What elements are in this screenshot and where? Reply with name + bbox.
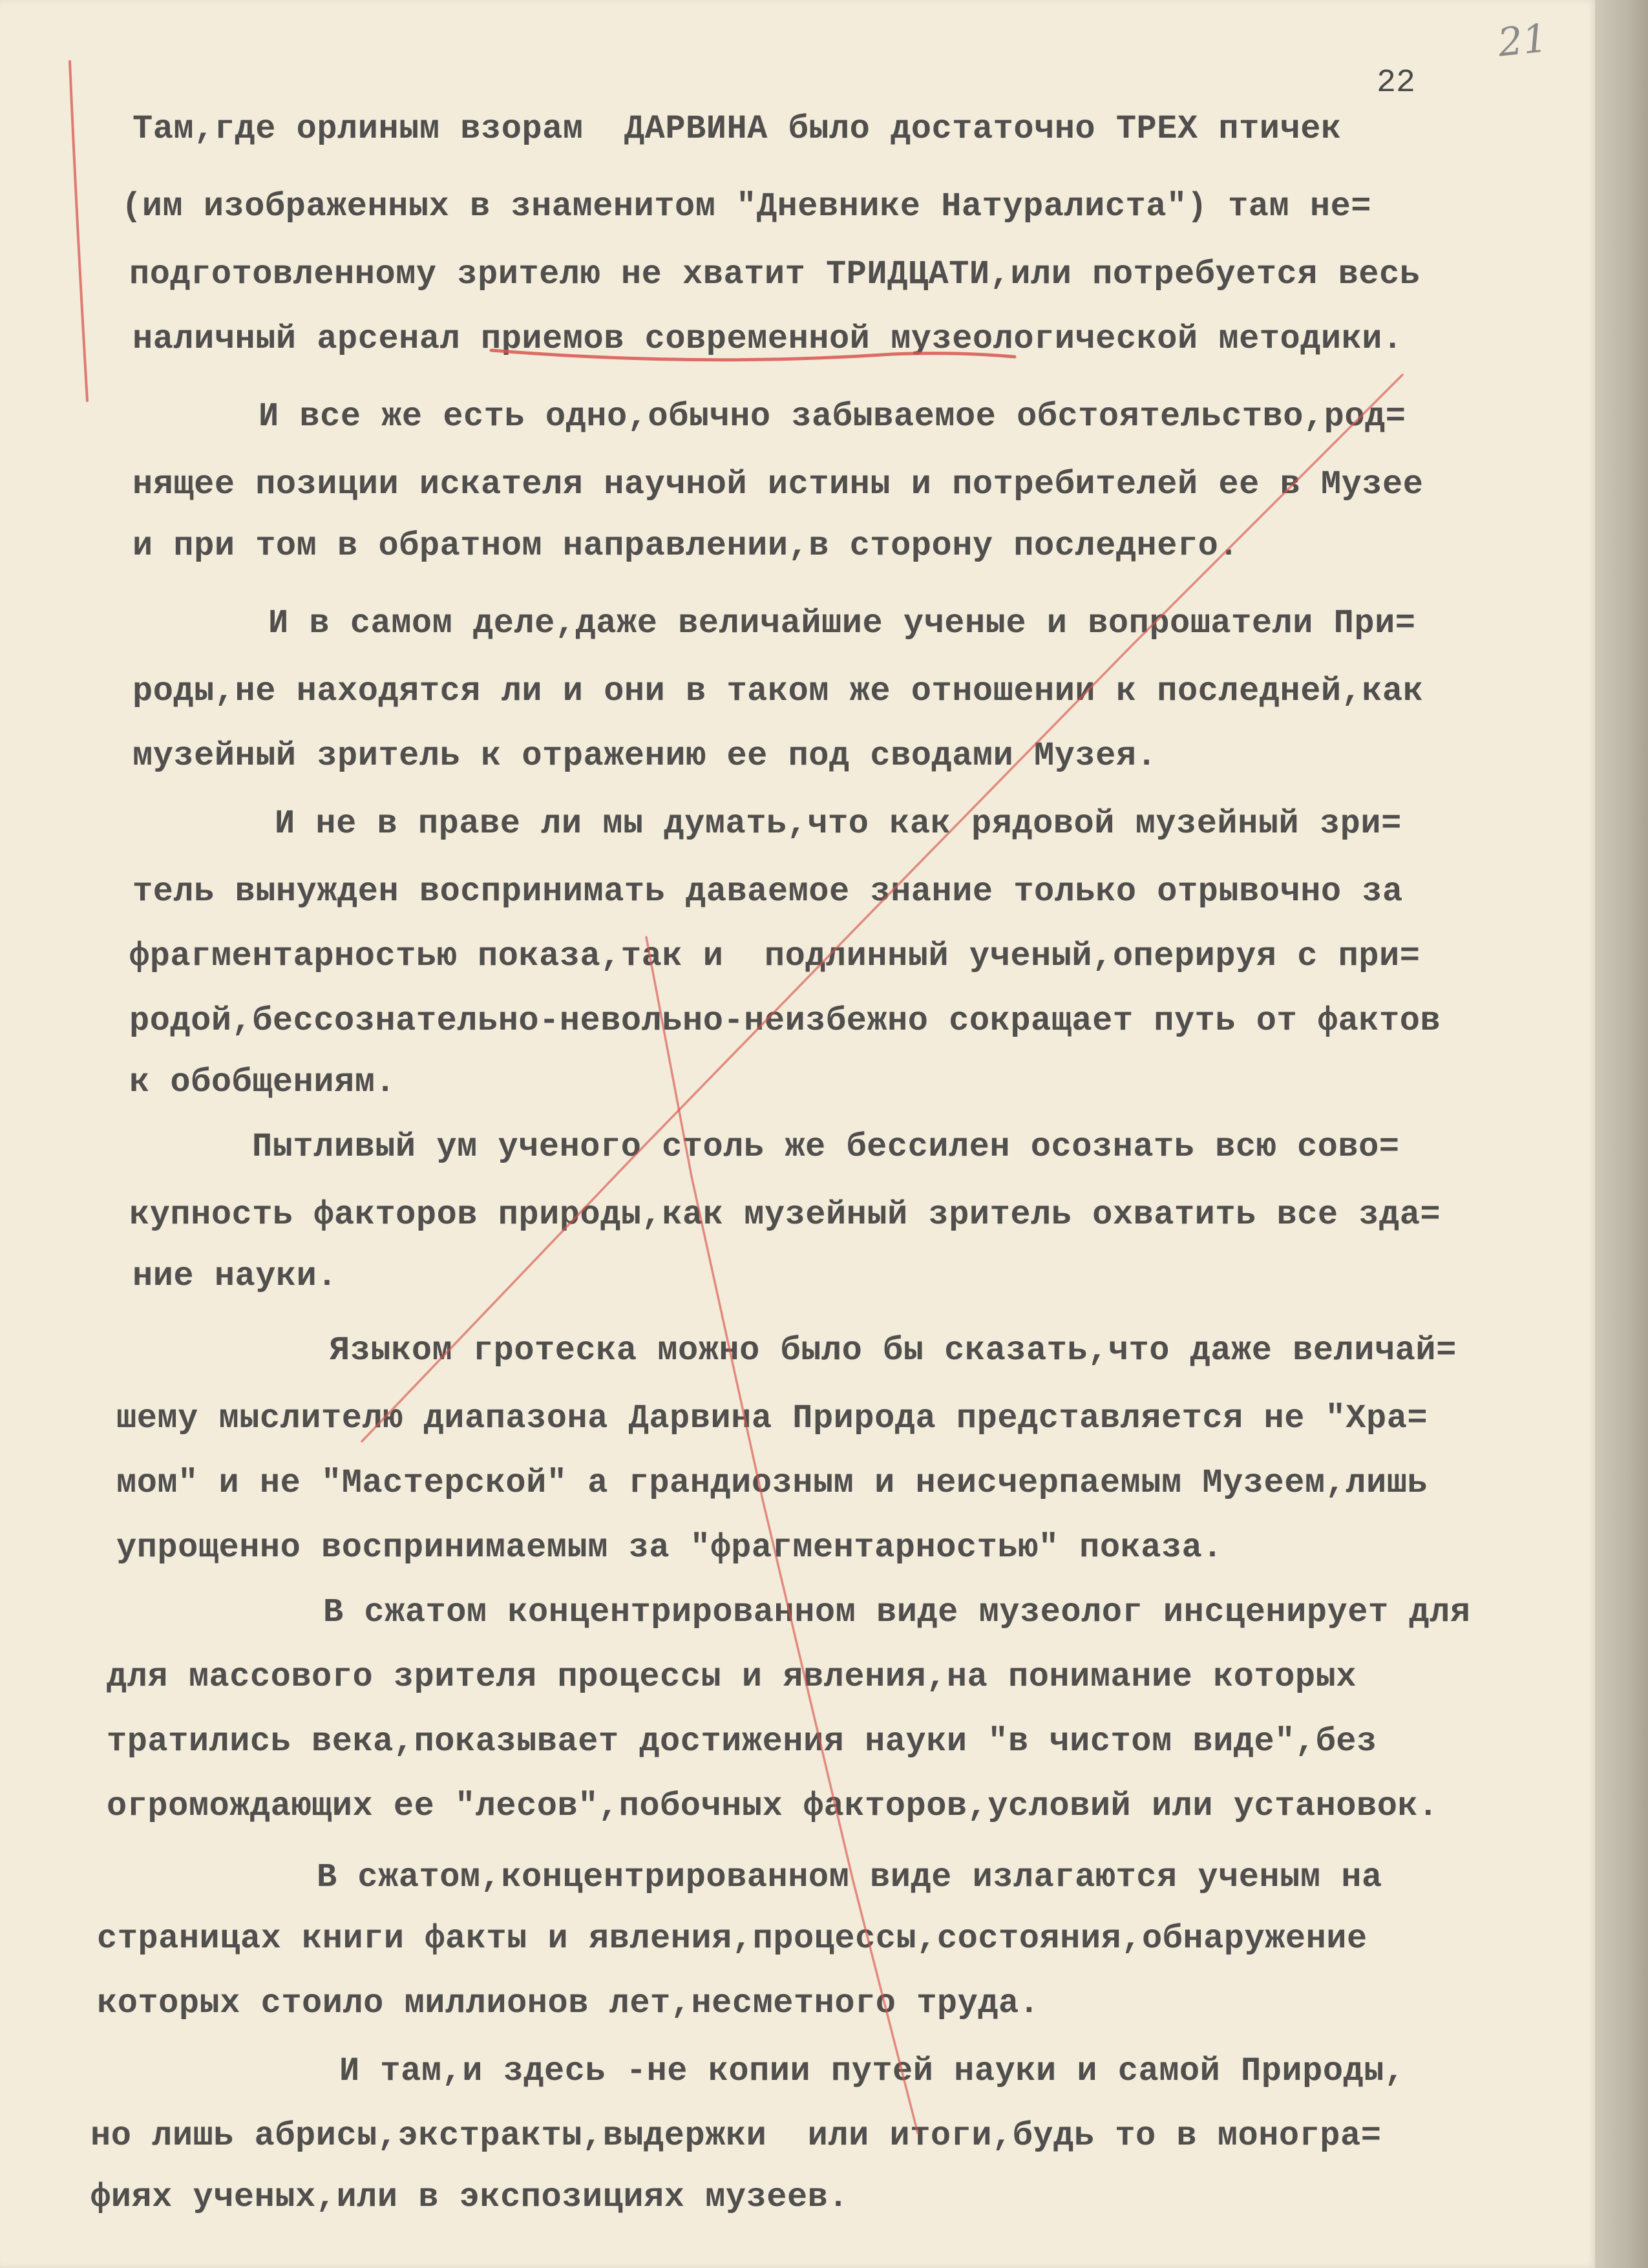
page-number: 22 (1377, 65, 1416, 101)
text-line: музейный зритель к отражению ее под сводами Музея. (132, 737, 1157, 775)
scanner-background-edge (1595, 0, 1648, 2268)
text-line: страницах книги факты и явления,процессы,состояния,обнаружение (97, 1920, 1368, 1958)
text-line: шему мыслителю диапазона Дарвина Природа представляется не "Хра= (116, 1399, 1428, 1437)
text-line: и при том в обратном направлении,в сторону последнего. (132, 527, 1240, 565)
text-line: Там,где орлиным взорам ДАРВИНА было достаточно ТРЕХ птичек (132, 110, 1342, 148)
text-line: упрощенно воспринимаемым за "фрагментарностью" показа. (116, 1529, 1223, 1567)
archive-folio-number: 21 (1495, 16, 1550, 66)
text-line: (им изображенных в знаменитом "Дневнике Натуралиста") там не= (121, 187, 1372, 226)
text-line: И не в праве ли мы думать,что как рядовой музейный зри= (275, 805, 1402, 843)
diagonal-cross-out-line (646, 937, 918, 2133)
text-line: мом" и не "Мастерской" а грандиозным и неисчерпаемым Музеем,лишь (116, 1464, 1428, 1502)
text-line: которых стоило миллионов лет,несметного труда. (97, 1984, 1040, 2022)
text-line: И там,и здесь -не копии путей науки и самой Природы, (339, 2052, 1405, 2090)
text-line: наличный арсенал приемов современной музеологической методики. (132, 320, 1403, 358)
diagonal-cross-out-line (362, 375, 1402, 1441)
text-line: В сжатом концентрированном виде музеолог инсценирует для (323, 1593, 1471, 1631)
text-line: тель вынужден воспринимать даваемое знание только отрывочно за (132, 873, 1403, 911)
text-line: огромождающих ее "лесов",побочных факторов,условий или установок. (107, 1787, 1439, 1825)
text-line: купность факторов природы,как музейный зритель охватить все зда= (129, 1196, 1441, 1234)
text-line: к обобщениям. (129, 1063, 396, 1101)
text-line: подготовленному зрителю не хватит ТРИДЦАТИ,или потребуется весь (129, 255, 1421, 293)
text-line: И в самом деле,даже величайшие ученые и вопрошатели При= (268, 604, 1416, 642)
text-line: тратились века,показывает достижения науки "в чистом виде",без (107, 1722, 1377, 1761)
text-line: ние науки. (132, 1257, 338, 1295)
text-line: для массового зрителя процессы и явления,на понимание которых (107, 1658, 1357, 1696)
text-line: фиях ученых,или в экспозициях музеев. (90, 2178, 849, 2216)
text-line: Пытливый ум ученого столь же бессилен осознать всю сово= (252, 1128, 1400, 1166)
margin-pencil-line (70, 61, 87, 401)
red-underline-mark (491, 350, 1015, 360)
text-line: нящее позиции искателя научной истины и потребителей ее в Музее (132, 465, 1424, 503)
text-line: роды,не находятся ли и они в таком же отношении к последней,как (132, 672, 1424, 710)
text-line: родой,бессознательно-невольно-неизбежно сокращает путь от фактов (129, 1002, 1441, 1040)
text-line: И все же есть одно,обычно забываемое обстоятельство,род= (259, 397, 1406, 436)
text-line: В сжатом,концентрированном виде излагаются ученым на (317, 1858, 1382, 1896)
text-line: но лишь абрисы,экстракты,выдержки или итоги,будь то в моногра= (90, 2117, 1382, 2155)
text-line: Языком гротеска можно было бы сказать,что даже величай= (330, 1331, 1457, 1370)
text-line: фрагментарностью показа,так и подлинный ученый,оперируя с при= (129, 937, 1421, 975)
